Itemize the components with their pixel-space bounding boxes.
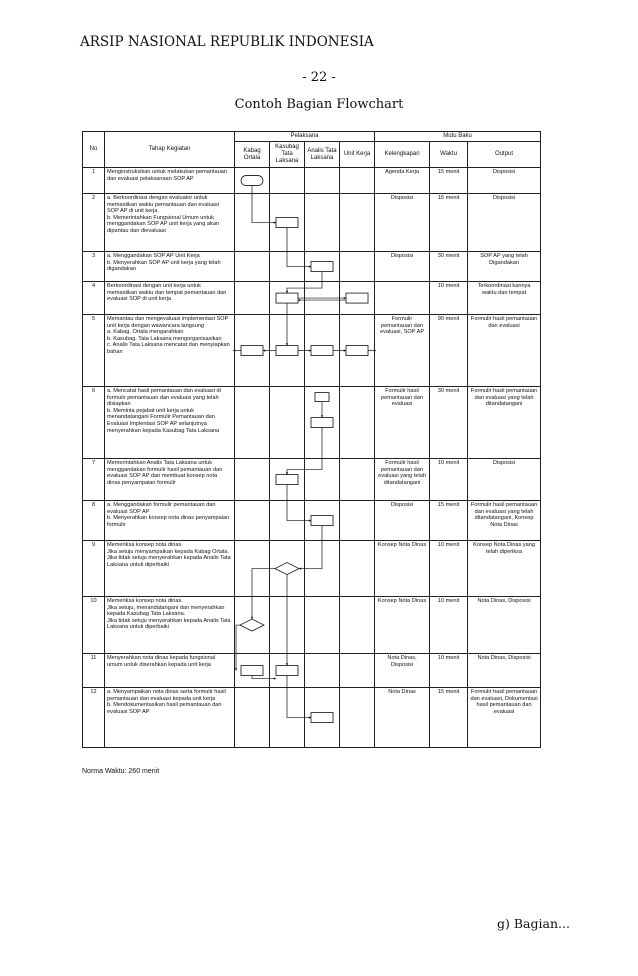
row-number: 11 xyxy=(83,654,105,688)
kegiatan-line: a. Kabag. Ortala mengarahkan xyxy=(107,329,184,336)
col-analis-tata-laksana: Analis Tata Laksana xyxy=(305,142,340,168)
table-row xyxy=(83,459,541,501)
tahap-kegiatan-cell xyxy=(105,654,235,688)
lane-analis xyxy=(305,459,340,501)
col-kasubag-tata-laksana: Kasubag Tata Laksana xyxy=(270,142,305,168)
lane-kabag xyxy=(235,194,270,252)
lane-kabag xyxy=(235,387,270,459)
row-number: 1 xyxy=(83,168,105,194)
col-tahap-kegiatan: Tahap Kegiatan xyxy=(105,132,235,168)
lane-kabag xyxy=(235,501,270,541)
lane-analis xyxy=(305,315,340,387)
tahap-kegiatan-cell xyxy=(105,597,235,654)
kelengkapan-cell: Formulir hasil pemantauan dan evaluasi yang telah ditandatangani xyxy=(375,459,430,501)
kegiatan-line: Menyerahkan nota dinas kepada fungsional umum untuk diserahkan kepada unit kerja xyxy=(107,655,216,668)
waktu-cell: 90 menit xyxy=(430,315,468,387)
lane-unitkerja xyxy=(340,168,375,194)
waktu-cell: 30 menit xyxy=(430,387,468,459)
tahap-kegiatan-cell xyxy=(105,168,235,194)
kelengkapan-cell: Agenda Kerja xyxy=(375,168,430,194)
lane-kasubag xyxy=(270,501,305,541)
output-cell: Formulir hasil pemantauan dan evaluasi, Dokumentasi hasil pemantauan dan evaluasi xyxy=(468,688,541,748)
tahap-kegiatan-cell xyxy=(105,387,235,459)
lane-analis xyxy=(305,597,340,654)
lane-kabag xyxy=(235,688,270,748)
kegiatan-line: b. Menyerahkan SOP AP unit kerja yang telah digandakan xyxy=(107,259,221,273)
table-row xyxy=(83,194,541,252)
tahap-kegiatan-cell xyxy=(105,194,235,252)
lane-unitkerja xyxy=(340,194,375,252)
lane-unitkerja xyxy=(340,282,375,315)
lane-analis xyxy=(305,541,340,597)
col-waktu: Waktu xyxy=(430,142,468,168)
kelengkapan-cell: Nota Dinas xyxy=(375,688,430,748)
row-number: 3 xyxy=(83,252,105,282)
row-number: 7 xyxy=(83,459,105,501)
lane-unitkerja xyxy=(340,459,375,501)
output-cell: Nota Dinas, Disposisi xyxy=(468,654,541,688)
table-row xyxy=(83,282,541,315)
lane-unitkerja xyxy=(340,387,375,459)
tahap-kegiatan-cell xyxy=(105,315,235,387)
lane-kasubag xyxy=(270,194,305,252)
kelengkapan-cell: Konsep Nota Dinas xyxy=(375,541,430,597)
row-number: 9 xyxy=(83,541,105,597)
kegiatan-line: b. Memerintahkan Fungsional Umum untuk menggandakan SOP AP unit kerja yang akan dipantau dan dievaluasi xyxy=(107,214,220,235)
lane-kasubag xyxy=(270,168,305,194)
kelengkapan-cell: Disposisi xyxy=(375,501,430,541)
tahap-kegiatan-cell xyxy=(105,541,235,597)
row-number: 5 xyxy=(83,315,105,387)
lane-kabag xyxy=(235,315,270,387)
kelengkapan-cell: Nota Dinas, Disposisi xyxy=(375,654,430,688)
table-row xyxy=(83,541,541,597)
col-kelengkapan: Kelengkapan xyxy=(375,142,430,168)
lane-analis xyxy=(305,168,340,194)
waktu-cell: 10 menit xyxy=(430,282,468,315)
kegiatan-line: Jika setuju, menandatangani dan menyerahkan kepada Kasubag Tata Laksana. xyxy=(107,604,225,618)
lane-unitkerja xyxy=(340,315,375,387)
kegiatan-line: b. Menyerahkan konsep nota dinas penyampaian formulir xyxy=(107,515,230,528)
kegiatan-line: b. Meminta pejabat unit kerja untuk menandatangani Formulir Pemantauan dan Evaluasi Implentasi SOP AP selanjutnya menyerahkan kepada Kasubag Tata Laksana xyxy=(107,407,220,434)
kegiatan-line: b. Mendokumentasikan hasil pemantauan dan evaluasi SOP AP xyxy=(107,702,222,715)
col-no: No xyxy=(83,132,105,168)
lane-kasubag xyxy=(270,597,305,654)
waktu-cell: 10 menit xyxy=(430,459,468,501)
tahap-kegiatan-cell xyxy=(105,252,235,282)
table-row xyxy=(83,168,541,194)
kegiatan-line: Memeriksa konsep nota dinas. xyxy=(107,542,183,549)
row-number: 2 xyxy=(83,194,105,252)
group-pelaksana: Pelaksana xyxy=(235,132,375,142)
kegiatan-line: a. Berkoordinasi dengan evaluator untuk memastikan waktu pemantauan dan evaluasi SOP AP di unit kerja xyxy=(107,195,219,215)
table-row xyxy=(83,688,541,748)
table-row xyxy=(83,501,541,541)
waktu-cell: 15 menit xyxy=(430,501,468,541)
kegiatan-line: Jika setuju menyampaikan kepada Kabag Ortala. xyxy=(107,548,229,555)
page-footer: g) Bagian... xyxy=(497,916,570,931)
row-number: 4 xyxy=(83,282,105,315)
table-row xyxy=(83,597,541,654)
norma-waktu: Norma Waktu: 260 menit xyxy=(82,768,160,775)
waktu-cell: 15 menit xyxy=(430,194,468,252)
lane-kabag xyxy=(235,459,270,501)
table-row xyxy=(83,654,541,688)
tahap-kegiatan-cell xyxy=(105,501,235,541)
output-cell: SOP AP yang telah Digandakan xyxy=(468,252,541,282)
kegiatan-line: Memeriksa konsep nota dinas. xyxy=(107,598,183,605)
lane-unitkerja xyxy=(340,501,375,541)
lane-kabag xyxy=(235,541,270,597)
col-kabag-ortala: Kabag Ortala xyxy=(235,142,270,168)
kegiatan-line: b. Kasubag. Tata Laksana mengorganisasikan xyxy=(107,335,222,342)
lane-analis xyxy=(305,194,340,252)
lane-unitkerja xyxy=(340,654,375,688)
row-number: 10 xyxy=(83,597,105,654)
kegiatan-line: a. Menggandakan SOP AP Unit Kerja xyxy=(107,253,200,260)
lane-kasubag xyxy=(270,315,305,387)
waktu-cell: 15 menit xyxy=(430,688,468,748)
table-row xyxy=(83,315,541,387)
lane-analis xyxy=(305,654,340,688)
lane-analis xyxy=(305,387,340,459)
section-subtitle: Contoh Bagian Flowchart xyxy=(234,97,404,112)
kelengkapan-cell: Disposisi xyxy=(375,252,430,282)
lane-kabag xyxy=(235,252,270,282)
kelengkapan-cell: Formulir hasil pemantauan dan evaluasi xyxy=(375,387,430,459)
kegiatan-line: Memantau dan mengevaluasi implementasi SOP unit kerja dengan wawancara langsung xyxy=(107,316,229,329)
table-row xyxy=(83,252,541,282)
output-cell: Disposisi xyxy=(468,168,541,194)
waktu-cell: 10 menit xyxy=(430,541,468,597)
kegiatan-line: Memerintahkan Analis Tata Laksana untuk menggandakan formulir hasil pemantauan dan evaluasi SOP AP dan membuat konsep nota dinas penyampaian formulir xyxy=(107,460,223,486)
lane-kasubag xyxy=(270,541,305,597)
flowchart-table xyxy=(82,131,541,748)
kelengkapan-cell: Disposisi xyxy=(375,194,430,252)
kegiatan-line: c. Analis Tata Laksana mencatat dan menyiapkan bahan xyxy=(107,342,230,356)
tahap-kegiatan-cell xyxy=(105,282,235,315)
col-unit-kerja: Unit Kerja xyxy=(340,142,375,168)
lane-kasubag xyxy=(270,688,305,748)
kegiatan-line: Jika tidak setuju menyerahkan kepada Analis Tata Laksana untuk diperbaiki xyxy=(107,617,231,631)
lane-analis xyxy=(305,501,340,541)
table-row xyxy=(83,387,541,459)
output-cell: Formulir hasil pemantauan dan evaluasi xyxy=(468,315,541,387)
lane-kasubag xyxy=(270,252,305,282)
lane-kasubag xyxy=(270,459,305,501)
lane-analis xyxy=(305,688,340,748)
lane-unitkerja xyxy=(340,252,375,282)
lane-kasubag xyxy=(270,282,305,315)
group-mutu-baku: Mutu Baku xyxy=(375,132,541,142)
kegiatan-line: a. Mencatat hasil pemantauan dan evaluasi di formulir pemantauan dan evaluasi yang telah disiapkan xyxy=(107,388,221,408)
document-header: ARSIP NASIONAL REPUBLIK INDONESIA xyxy=(80,34,374,50)
output-cell: Formulir hasil pemantauan dan evaluasi yang telah ditandatangani, Konsep Nota Dinas xyxy=(468,501,541,541)
row-number: 8 xyxy=(83,501,105,541)
output-cell: Konsep Nota Dinas yang telah diperiksa xyxy=(468,541,541,597)
tahap-kegiatan-cell xyxy=(105,459,235,501)
output-cell: Disposisi xyxy=(468,459,541,501)
lane-unitkerja xyxy=(340,688,375,748)
output-cell: Formulir hasil pemantauan dan evaluasi yang telah ditandatangani xyxy=(468,387,541,459)
kelengkapan-cell: Konsep Nota Dinas xyxy=(375,597,430,654)
lane-analis xyxy=(305,282,340,315)
lane-kabag xyxy=(235,597,270,654)
lane-kabag xyxy=(235,168,270,194)
output-cell: Disposisi xyxy=(468,194,541,252)
tahap-kegiatan-cell xyxy=(105,688,235,748)
kegiatan-line: a. Menggandakan formulir pemantauan dan evaluasi SOP AP xyxy=(107,502,216,515)
lane-kabag xyxy=(235,282,270,315)
waktu-cell: 30 menit xyxy=(430,252,468,282)
output-cell: Terkoordinasi kannya waktu dan tempat xyxy=(468,282,541,315)
waktu-cell: 10 menit xyxy=(430,654,468,688)
row-number: 6 xyxy=(83,387,105,459)
output-cell: Nota Dinas, Disposisi xyxy=(468,597,541,654)
lane-kasubag xyxy=(270,387,305,459)
col-output: Output xyxy=(468,142,541,168)
lane-unitkerja xyxy=(340,597,375,654)
kelengkapan-cell: Formulir pemantauan dan evaluasi, SOP AP xyxy=(375,315,430,387)
kegiatan-line: Berkoordinasi dengan unit kerja untuk memastikan waktu dan tempat pemantauan dan evaluasi SOP di unit kerja xyxy=(107,283,227,303)
kelengkapan-cell xyxy=(375,282,430,315)
waktu-cell: 15 menit xyxy=(430,168,468,194)
kegiatan-line: Menginstruksikan untuk melakukan pemantauan dan evaluasi pelaksanaan SOP AP xyxy=(107,169,228,182)
row-number: 12 xyxy=(83,688,105,748)
lane-kabag xyxy=(235,654,270,688)
waktu-cell: 10 menit xyxy=(430,597,468,654)
page-number: - 22 - xyxy=(302,70,336,85)
lane-analis xyxy=(305,252,340,282)
kegiatan-line: a. Menyampaikan nota dinas serta formulir hasil pemantauan dan evaluasi kepada unit kerja xyxy=(107,689,226,702)
lane-kasubag xyxy=(270,654,305,688)
lane-unitkerja xyxy=(340,541,375,597)
kegiatan-line: Jika tidak setuju menyerahkan kepada Analis Tata Laksana untuk diperbaiki xyxy=(107,555,231,568)
